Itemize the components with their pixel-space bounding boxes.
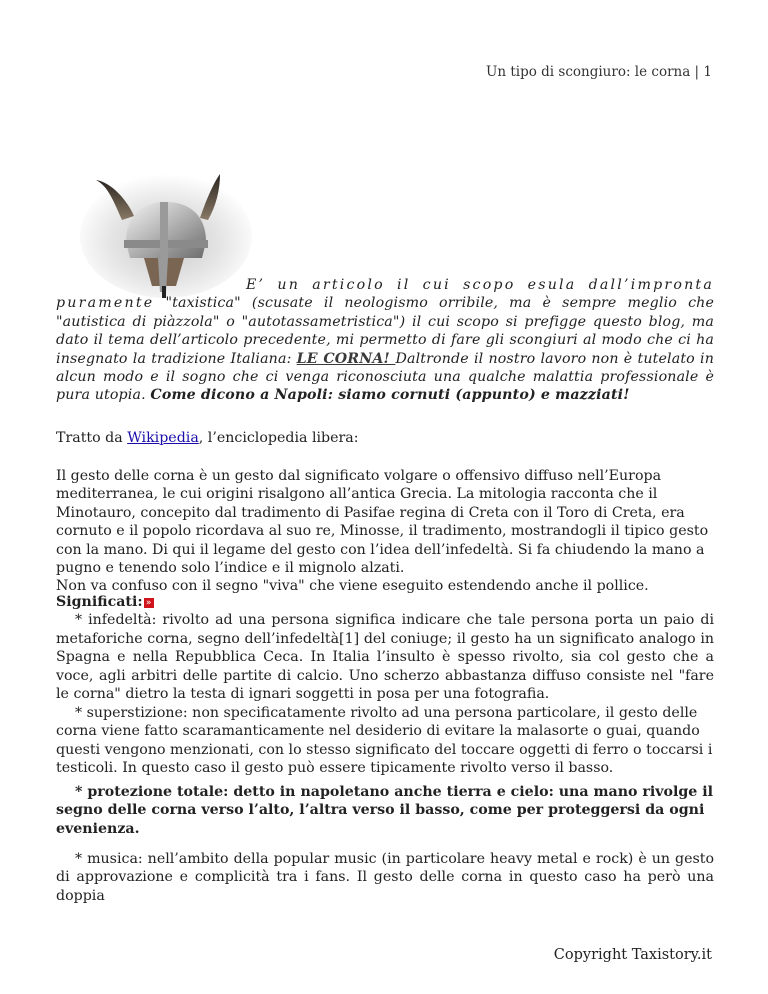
viva-note: Non va confuso con il segno "viva" che viene eseguito estendendo anche il pollice. <box>56 578 649 595</box>
intro-lead: E’ un articolo il cui scopo esula dall’impronta puramente <box>56 277 714 312</box>
meaning-superstition: * superstizione: non specificatamente rivolto ad una persona particolare, il gesto delle corna viene fatto scaramanticamente nel desiderio di evitare la malasorte o guai, quando questi vengono menzionati, con lo stesso significato del toccare oggetti di ferro o toccarsi i testicoli. In questo caso il gesto può essere tipicamente rivolto verso il basso. <box>56 705 713 777</box>
external-link-icon[interactable]: » <box>144 598 154 608</box>
source-suffix: , l’enciclopedia libera: <box>198 430 359 446</box>
copyright-footer: Copyright Taxistory.it <box>553 947 712 963</box>
gesture-paragraph: Il gesto delle corna è un gesto dal significato volgare o offensivo diffuso nell’Europa mediterranea, le cui origini risalgono all’antica Grecia. La mitologia racconta che il Minotauro, concepito dal tradimento di Pasifae regina di Creta con il Toro di Creta, era cornuto e il popolo ricordava al suo re, Minosse, il tradimento, mostrandogli il tipico gesto con la mano. Di qui il legame del gesto con l’idea dell’infedeltà. Si fa chiudendo la mano a pugno e tenendo solo l’indice e il mignolo alzati. <box>56 468 709 577</box>
meanings-heading: Significati: <box>56 594 143 610</box>
source-line <box>56 430 714 446</box>
meaning-infidelity: * infedeltà: rivolto ad una persona significa indicare che tale persona porta un paio di metaforiche corna, segno dell’infedeltà[1] del coniuge; il gesto ha un significato analogo in Spagna e nella Repubblica Ceca. In Italia l’insulto è spesso rivolto, sia col gesto che a voce, agli arbitri delle partite di calcio. Uno scherzo abbastanza diffuso consiste nel "fare le corna" dietro la testa di ignari soggetti in posa per una fotografia. <box>56 612 714 703</box>
le-corna-link[interactable]: LE CORNA! <box>296 350 396 367</box>
meanings-section <box>56 593 714 703</box>
intro-paragraph <box>56 276 714 405</box>
gesture-description <box>56 467 714 596</box>
page-header-title: Un tipo di scongiuro: le corna | 1 <box>485 64 712 80</box>
intro-closing: Come dicono a Napoli: siamo cornuti (appunto) e mazziati! <box>150 387 630 404</box>
intro-text-2: Daltronde il nostro lavoro non è tutelato in alcun modo e il sogno che ci venga riconosciuta una qualche malattia professionale è pura utopia. <box>56 350 714 404</box>
intro-text-1: "taxistica" (scusate il neologismo orribile, ma è sempre meglio che "autistica di piàzzola" o "autotassametristica") il cui scopo si prefigge questo blog, ma dato il tema dell’articolo precedente, mi permetto di fare gli scongiuri al modo che ci ha insegnato la tradizione Italiana: <box>56 295 714 367</box>
meaning-music: * musica: nell’ambito della popular music (in particolare heavy metal e rock) è un gesto di approvazione e complicità tra i fans. Il gesto delle corna in questo caso ha però una doppia <box>56 851 714 904</box>
meaning-protection: * protezione totale: detto in napoletano anche tierra e cielo: una mano rivolge il segno delle corna verso l’alto, l’altra verso il basso, come per proteggersi da ogni evenienza. <box>56 784 714 837</box>
wikipedia-link[interactable]: Wikipedia <box>127 430 199 446</box>
source-prefix: Tratto da <box>56 430 128 446</box>
